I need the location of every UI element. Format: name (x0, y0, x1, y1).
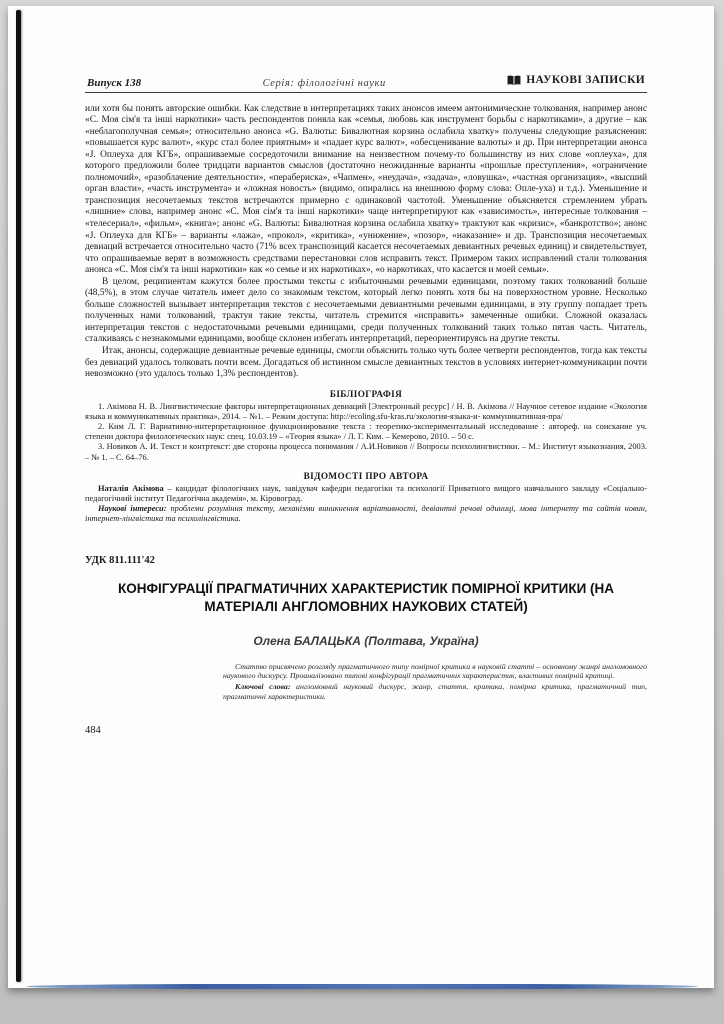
article-paragraph: В целом, реципиентам кажутся более простыми тексты с избыточными речевыми единицами, поэтому таких толкований больше (48,5%), в этом случае читатель имеет дело со знакомым текстом, который легко понять хотя бы на поверхностном уровне. Несколько больше сложностей вызывает интерпретация текстов с несочетаемыми девиантными речевыми единицами, в эту группу попадает треть полученных нами толкований, трактуя такие тексты, читатель стремится «исправить» замеченные ошибки. Сложной оказалась интерпретация текстов с недостаточными речевыми единицами, среди полученных толкований таких только пятая часть. Читатель, сталкиваясь с незнакомыми единицами, вообще склонен избегать интерпретаций, переориентируясь на другие тексты. (85, 276, 647, 345)
article-author: Олена БАЛАЦЬКА (Полтава, Україна) (253, 633, 479, 648)
running-head (85, 74, 647, 93)
article-paragraph: или хотя бы понять авторские ошибки. Как следствие в интерпретациях таких анонсов имеем антонимические толкования, например анонс «С. Моя сім'я та інші наркотики» часть респондентов поняла как «семья, любовь как инструмент борьбы с наркотиками», а другие – как «неблагополучная семья»; относительно анонса «G. Валюты: Бивалютная корзина ослабила хватку» получены следующие разъяснения: «повышается курс валют», «курс стал более приятным» и «падает курс валют», «обесценивание валюты» и др. При интерпретации анонса «J. Оплеуха для КГБ», опрашиваемые сосредоточили внимание на неизвестном почему-то большинству из них слове «оплеуха», для которого предложили более тридцати вариантов смыслов (достаточно неожиданные варианты «прошлые преступления», «ограничение полномочий», «разоблачение деятельности», «перабериска», «Чапмен», «неудача», «задача», «ловушка», «частная организация», «высший орган власти», «часть инструмента» и «ложная новость» (видимо, опирались на внешнюю форму слова: Опле-уха) и т.д.). Уменьшение и транспозиция несочетаемых текстов встречаются примерно с одинаковой частотой. Уменьшение объясняется стремлением убрать «лишние» слова, например анонс «С. Моя сім'я та інші наркотики» чаще интерпретируют как «зависимость», интересные толкования – «телесериал», «фильм», «книга»; анонс «G. Валюты: Бивалютная корзина ослабила хватку» трактуют как «кризис», «банкротство»; анонс «J. Оплеуха для КГБ» – варианты «лажа», «прокол», «критика», «унижение», «позор», «наказание» и др. Транспозиция несочетаемых девиаций встречается относительно часто (71% всех транспозиций касается несочетаемых девиантных речевых единиц) и свидетельствует, что опрашиваемые верят в возможность средствами перестановки слов исправить текст. Примером таких исправлений стали толкования анонса «С. Моя сім'я та інші наркотики» как «о семье и их наркотиках», «о наркотиках, что касается и моей семьи». (85, 103, 647, 276)
bibliography-item: 3. Новиков А. И. Текст и контртекст: две стороны процесса понимания / А.И.Новиков // Вопросы психолингвистики. – М.: Институт языкознания, 2003. – № 1. – С. 64–76. (85, 442, 647, 462)
author-interests (85, 504, 647, 524)
scan-spine-shadow (16, 10, 21, 982)
page-content (85, 74, 647, 736)
page-number: 484 (85, 725, 101, 737)
bibliography-item: 2. Ким Л. Г. Вариативно-интерпретационное функционирование текста : теоретико-экспериментальный исследование : автореф. на соискание уч. степени доктора филологических наук: спец. 10.03.19 – «Теория языка» / Л. Г. Ким. – Кемерово, 2010. – 50 с. (85, 422, 647, 442)
author-name: Наталія Акімова (98, 483, 164, 493)
scan-bottom-artifact (26, 984, 698, 989)
article-title: КОНФІГУРАЦІЇ ПРАГМАТИЧНИХ ХАРАКТЕРИСТИК ПОМІРНОЇ КРИТИКИ (НА МАТЕРІАЛІ АНГЛОМОВНИХ НАУКОВИХ СТАТЕЙ) (117, 580, 615, 615)
journal-title-text: НАУКОВІ ЗАПИСКИ (526, 74, 645, 86)
journal-title (507, 74, 645, 86)
interests-label: Наукові інтереси: (98, 504, 167, 514)
article-paragraph: Итак, анонсы, содержащие девиантные речевые единицы, смогли объяснить только чуть более четверти респондентов, тогда как тексты без девиаций удалось толковать почти всем. Догадаться об истинном смысле девиантных текстов в условиях интернет-коммуникации почти невозможно (это удалось только 1,3% респондентов). (85, 345, 647, 380)
journal-page (8, 6, 714, 988)
keywords-label: Ключові слова: (235, 682, 291, 692)
about-author-heading: ВІДОМОСТІ ПРО АВТОРА (303, 470, 429, 481)
book-icon (507, 75, 521, 86)
interests-text: проблеми розуміння тексту, механізми виникнення варіативності, девіантні речові одиниці, мова інтернету та сайтів новин, інтернет-лінгвістика та психолінгвістика. (85, 504, 648, 524)
article-abstract: Статтю присвячено розгляду прагматичного типу помірної критики в науковій статті – основному жанрі англомовного наукового дискурсу. Проаналізовано типові конфігурації прагматичних характеристик, властивих помірній критиці. (223, 661, 647, 681)
author-bio (85, 484, 647, 504)
bibliography-heading: БІБЛІОГРАФІЯ (329, 388, 403, 399)
issue-label: Випуск 138 (87, 76, 142, 89)
udc-code: УДК 811.111'42 (85, 554, 155, 566)
bibliography-item: 1. Акімова Н. В. Лингвистические факторы интерпретационных девиаций [Электронный ресурс] / Н. В. Акімова // Научное сетевое издание «Экология языка и коммуникативных практика», 2014. – №1. – Режим доступа: http://ecoling.sfu-kras.ru/экология-языка-и- коммуникативная-пра/ (85, 401, 647, 421)
author-bio-text: – кандидат філологічних наук, завідувач кафедри педагогіки та психології Приватного вищого навчального закладу «Соціально-педагогічний інститут Педагогічна академія», м. Кіровоград. (85, 483, 647, 504)
keywords-text: англомовний науковий дискурс, жанр, стаття, критика, помірна критика, прагматичний тип, прагматичні характеристики. (223, 682, 647, 701)
series-label: Серія: філологічні науки (262, 77, 386, 89)
article-keywords (223, 682, 647, 701)
